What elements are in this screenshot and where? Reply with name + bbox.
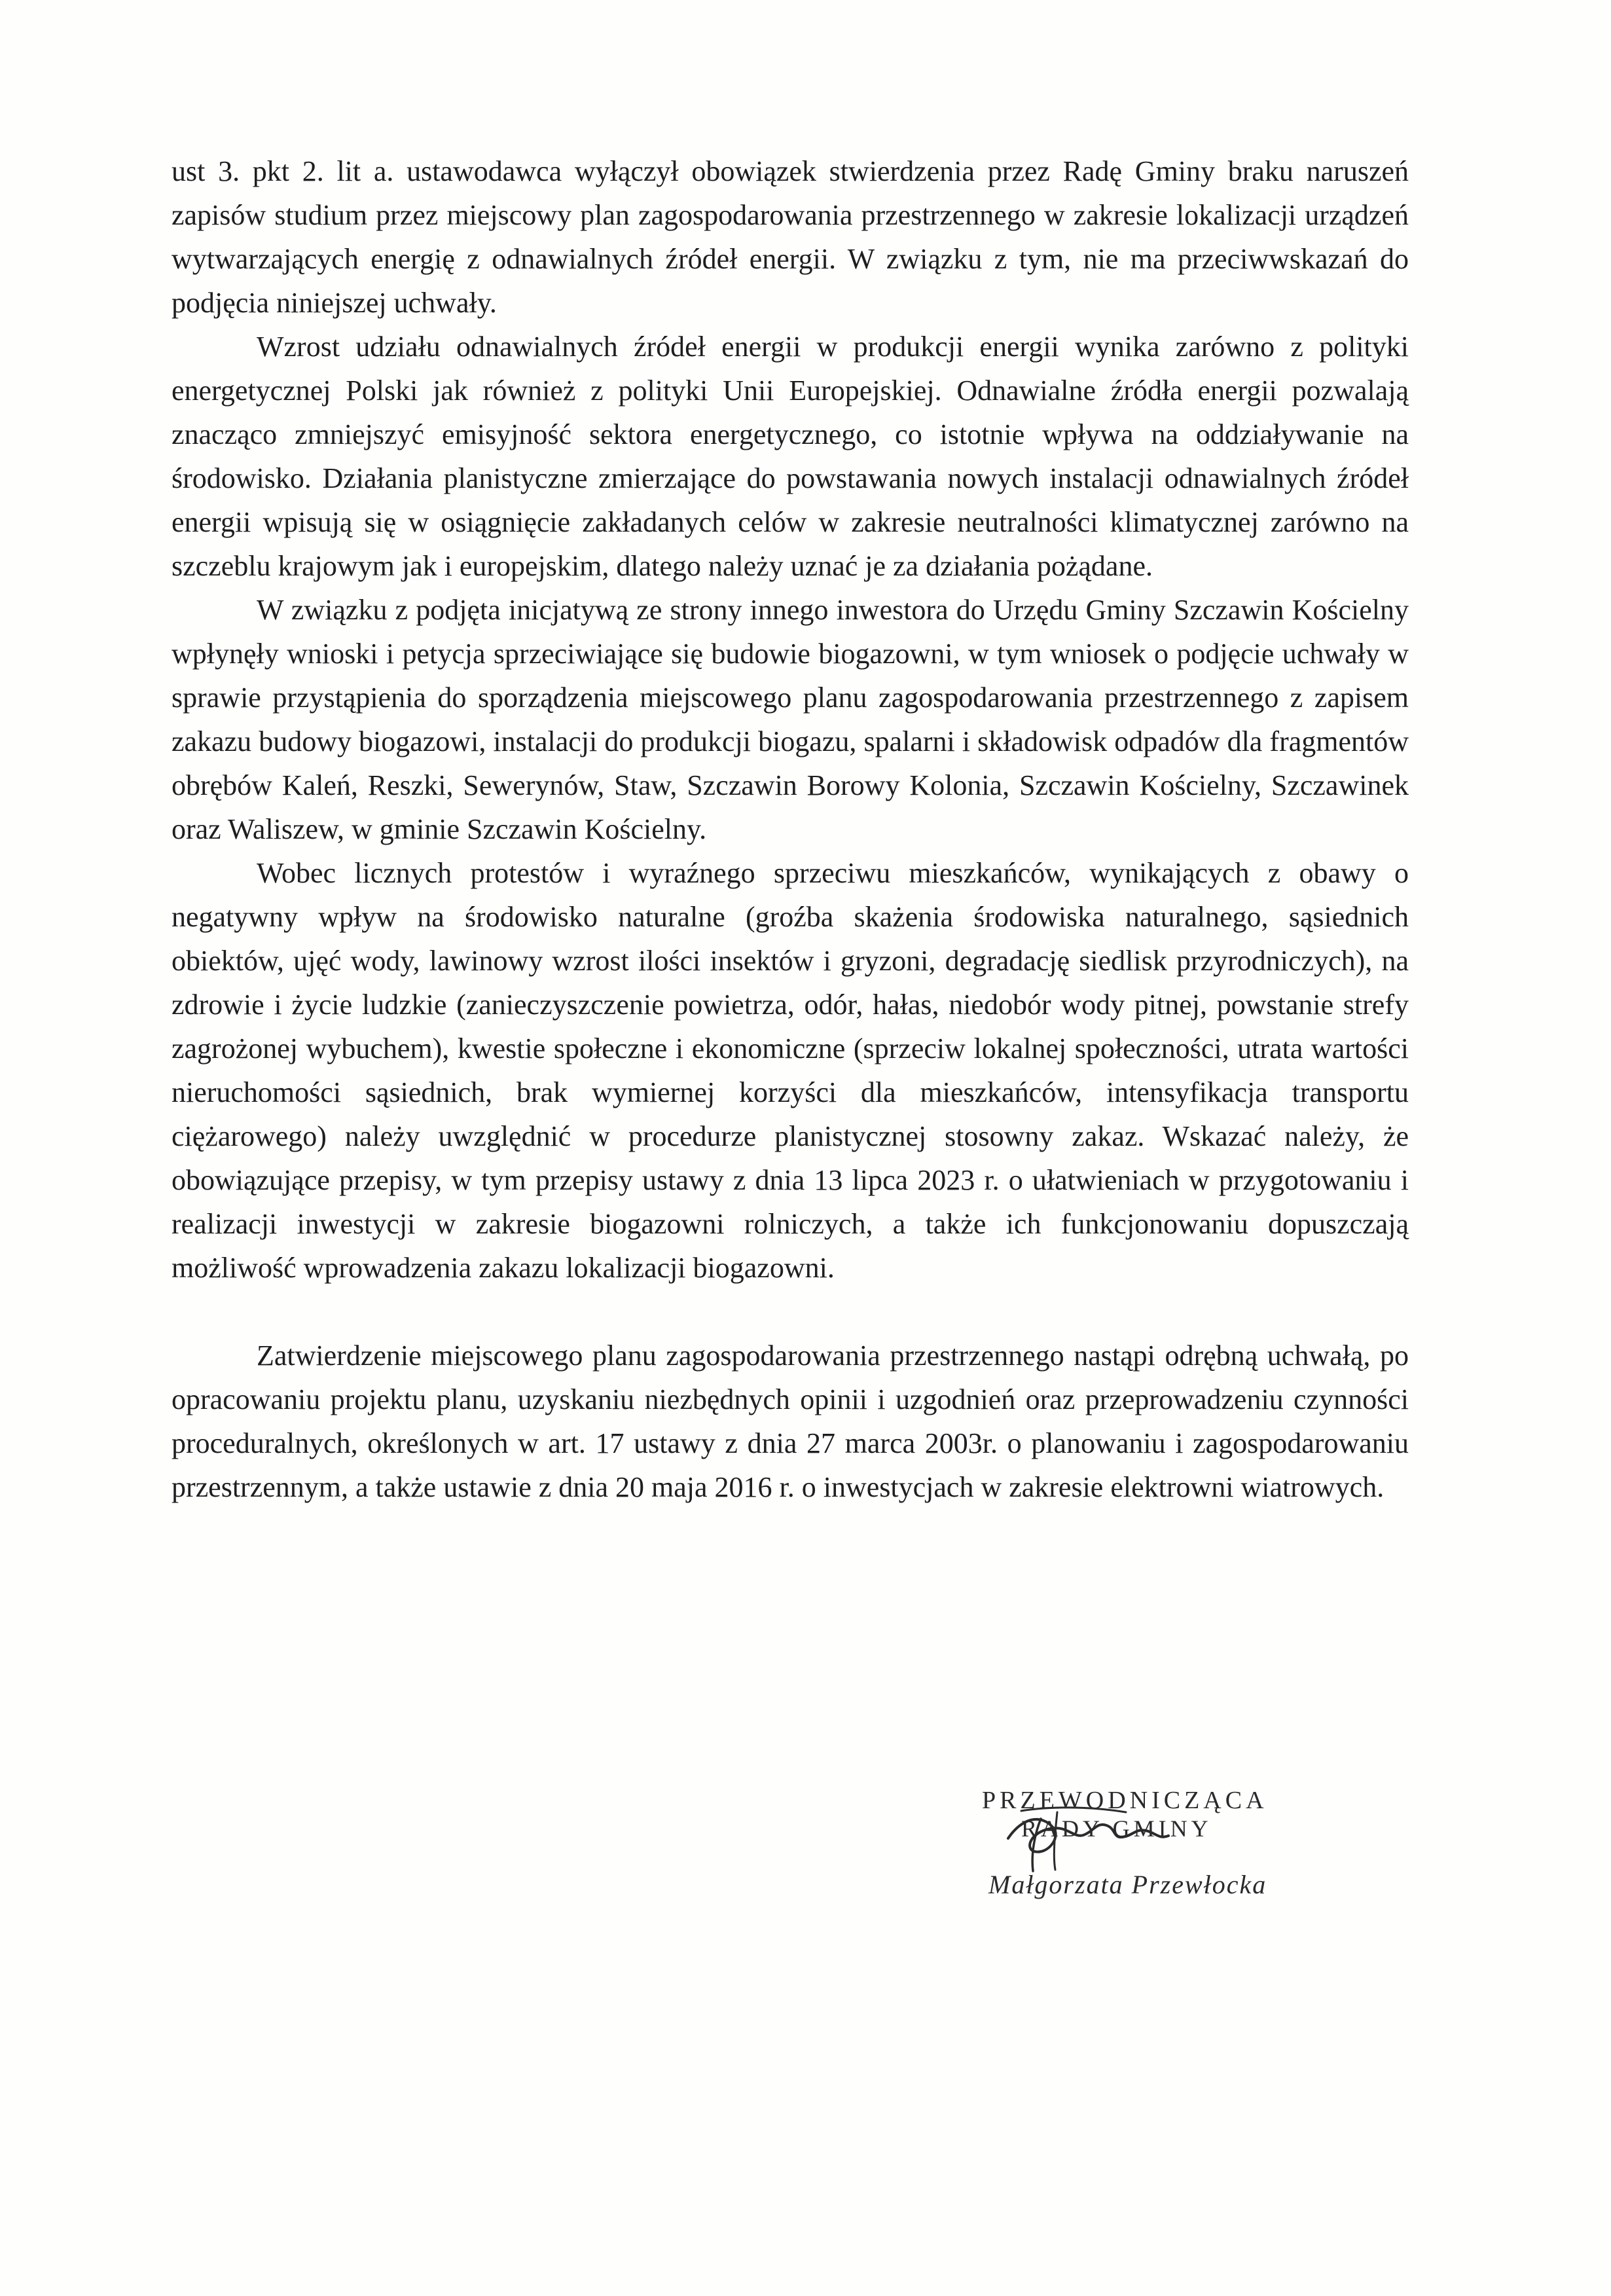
paragraph-3: W związku z podjęta inicjatywą ze strony innego inwestora do Urzędu Gminy Szczawin Kościelny wpłynęły wnioski i petycja sprzeciwiające się budowie biogazowni, w tym wniosek o podjęcie uchwały w sprawie przystąpienia do sporządzenia miejscowego planu zagospodarowania przestrzennego z zapisem zakazu budowy biogazowi, instalacji do produkcji biogazu, spalarni i składowisk odpadów dla fragmentów obrębów Kaleń, Reszki, Sewerynów, Staw, Szczawin Borowy Kolonia, Szczawin Kościelny, Szczawinek oraz Waliszew, w gminie Szczawin Kościelny. [172,594,1409,845]
signature-block [982,1786,1349,1917]
signature-council: RADY GMINY [1021,1815,1212,1842]
handwritten-signature [995,1793,1178,1878]
paragraph-1: ust 3. pkt 2. lit a. ustawodawca wyłączył obowiązek stwierdzenia przez Radę Gminy braku naruszeń zapisów studium przez miejscowy plan zagospodarowania przestrzennego w zakresie lokalizacji urządzeń wytwarzających energię z odnawialnych źródeł energii. W związku z tym, nie ma przeciwwskazań do podjęcia niniejszej uchwały. [172,155,1409,319]
document-body [172,149,1409,1509]
paragraph-2: Wzrost udziału odnawialnych źródeł energii w produkcji energii wynika zarówno z polityki energetycznej Polski jak również z polityki Unii Europejskiej. Odnawialne źródła energii pozwalają znacząco zmniejszyć emisyjność sektora energetycznego, co istotnie wpływa na oddziaływanie na środowisko. Działania planistyczne zmierzające do powstawania nowych instalacji odnawialnych źródeł energii wpisują się w osiągnięcie zakładanych celów w zakresie neutralności klimatycznej zarówno na szczeblu krajowym jak i europejskim, dlatego należy uznać je za działania pożądane. [172,331,1409,582]
paragraph-5: Zatwierdzenie miejscowego planu zagospodarowania przestrzennego nastąpi odrębną uchwałą, po opracowaniu projektu planu, uzyskaniu niezbędnych opinii i uzgodnień oraz przeprowadzeniu czynności proceduralnych, określonych w art. 17 ustawy z dnia 27 marca 2003r. o planowaniu i zagospodarowaniu przestrzennym, a także ustawie z dnia 20 maja 2016 r. o inwestycjach w zakresie elektrowni wiatrowych. [172,1339,1409,1503]
signature-title: PRZEWODNICZĄCA [982,1787,1268,1814]
paragraph-4: Wobec licznych protestów i wyraźnego sprzeciwu mieszkańców, wynikających z obawy o negatywny wpływ na środowisko naturalne (groźba skażenia środowiska naturalnego, sąsiednich obiektów, ujęć wody, lawinowy wzrost ilości insektów i gryzoni, degradację siedlisk przyrodniczych), na zdrowie i życie ludzkie (zanieczyszczenie powietrza, odór, hałas, niedobór wody pitnej, powstanie strefy zagrożonej wybuchem), kwestie społeczne i ekonomiczne (sprzeciw lokalnej społeczności, utrata wartości nieruchomości sąsiednich, brak wymiernej korzyści dla mieszkańców, intensyfikacja transportu ciężarowego) należy uwzględnić w procedurze planistycznej stosowny zakaz. Wskazać należy, że obowiązujące przepisy, w tym przepisy ustawy z dnia 13 lipca 2023 r. o ułatwieniach w przygotowaniu i realizacji inwestycji w zakresie biogazowni rolniczych, a także ich funkcjonowaniu dopuszczają możliwość wprowadzenia zakazu lokalizacji biogazowni. [172,857,1409,1284]
signatory-name: Małgorzata Przewłocka [988,1870,1267,1899]
